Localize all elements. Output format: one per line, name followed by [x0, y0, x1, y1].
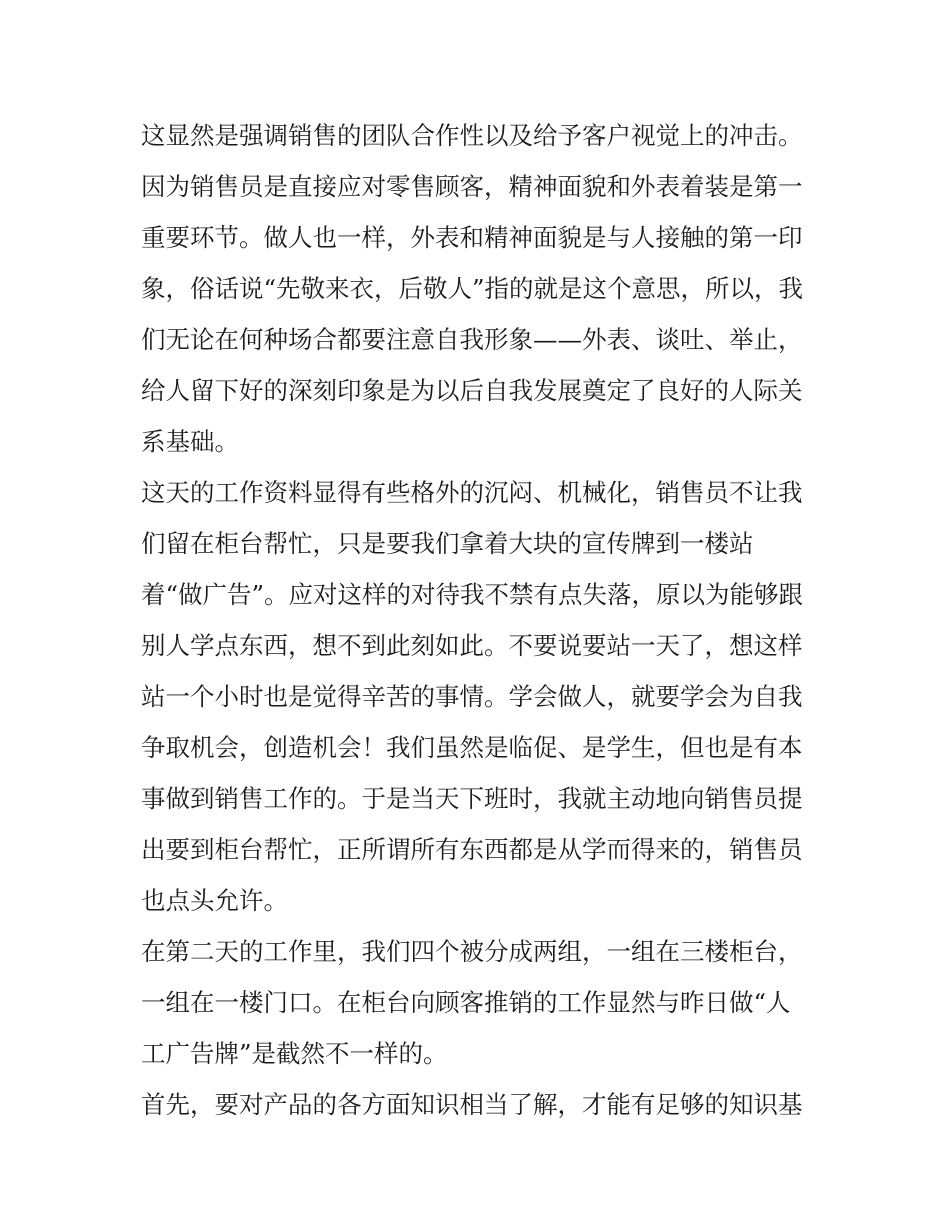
text-line: 给人留下好的深刻印象是为以后自我发展奠定了良好的人际关 [141, 376, 803, 405]
text-line: 一组在一楼门口。在柜台向顾客推销的工作显然与昨日做“人 [141, 988, 791, 1017]
text-line: 首先，要对产品的各方面知识相当了解，才能有足够的知识基 [141, 1090, 803, 1119]
text-line: 也点头允许。 [141, 886, 288, 915]
text-line: 工广告牌”是截然不一样的。 [141, 1039, 448, 1068]
text-line: 们无论在何种场合都要注意自我形象——外表、谈吐、举止， [141, 325, 803, 354]
text-line: 着“做广告”。应对这样的对待我不禁有点失落，原以为能够跟 [141, 580, 804, 609]
text-line: 象，俗话说“先敬来衣，后敬人”指的就是这个意思，所以，我 [141, 274, 804, 303]
text-line: 争取机会，创造机会！我们虽然是临促、是学生，但也是有本 [141, 733, 803, 762]
text-line: 在第二天的工作里，我们四个被分成两组，一组在三楼柜台， [141, 937, 803, 966]
text-line: 系基础。 [141, 427, 239, 456]
text-line: 出要到柜台帮忙，正所谓所有东西都是从学而得来的，销售员 [141, 835, 803, 864]
text-line: 站一个小时也是觉得辛苦的事情。学会做人，就要学会为自我 [141, 682, 803, 711]
text-line: 这显然是强调销售的团队合作性以及给予客户视觉上的冲击。 [141, 121, 803, 150]
text-line: 别人学点东西，想不到此刻如此。不要说要站一天了，想这样 [141, 631, 803, 660]
text-line: 因为销售员是直接应对零售顾客，精神面貌和外表着装是第一 [141, 172, 803, 201]
text-line: 这天的工作资料显得有些格外的沉闷、机械化，销售员不让我 [141, 478, 803, 507]
body-text [141, 110, 821, 1130]
text-line: 重要环节。做人也一样，外表和精神面貌是与人接触的第一印 [141, 223, 803, 252]
text-line: 事做到销售工作的。于是当天下班时，我就主动地向销售员提 [141, 784, 803, 813]
text-line: 们留在柜台帮忙，只是要我们拿着大块的宣传牌到一楼站 [141, 529, 754, 558]
